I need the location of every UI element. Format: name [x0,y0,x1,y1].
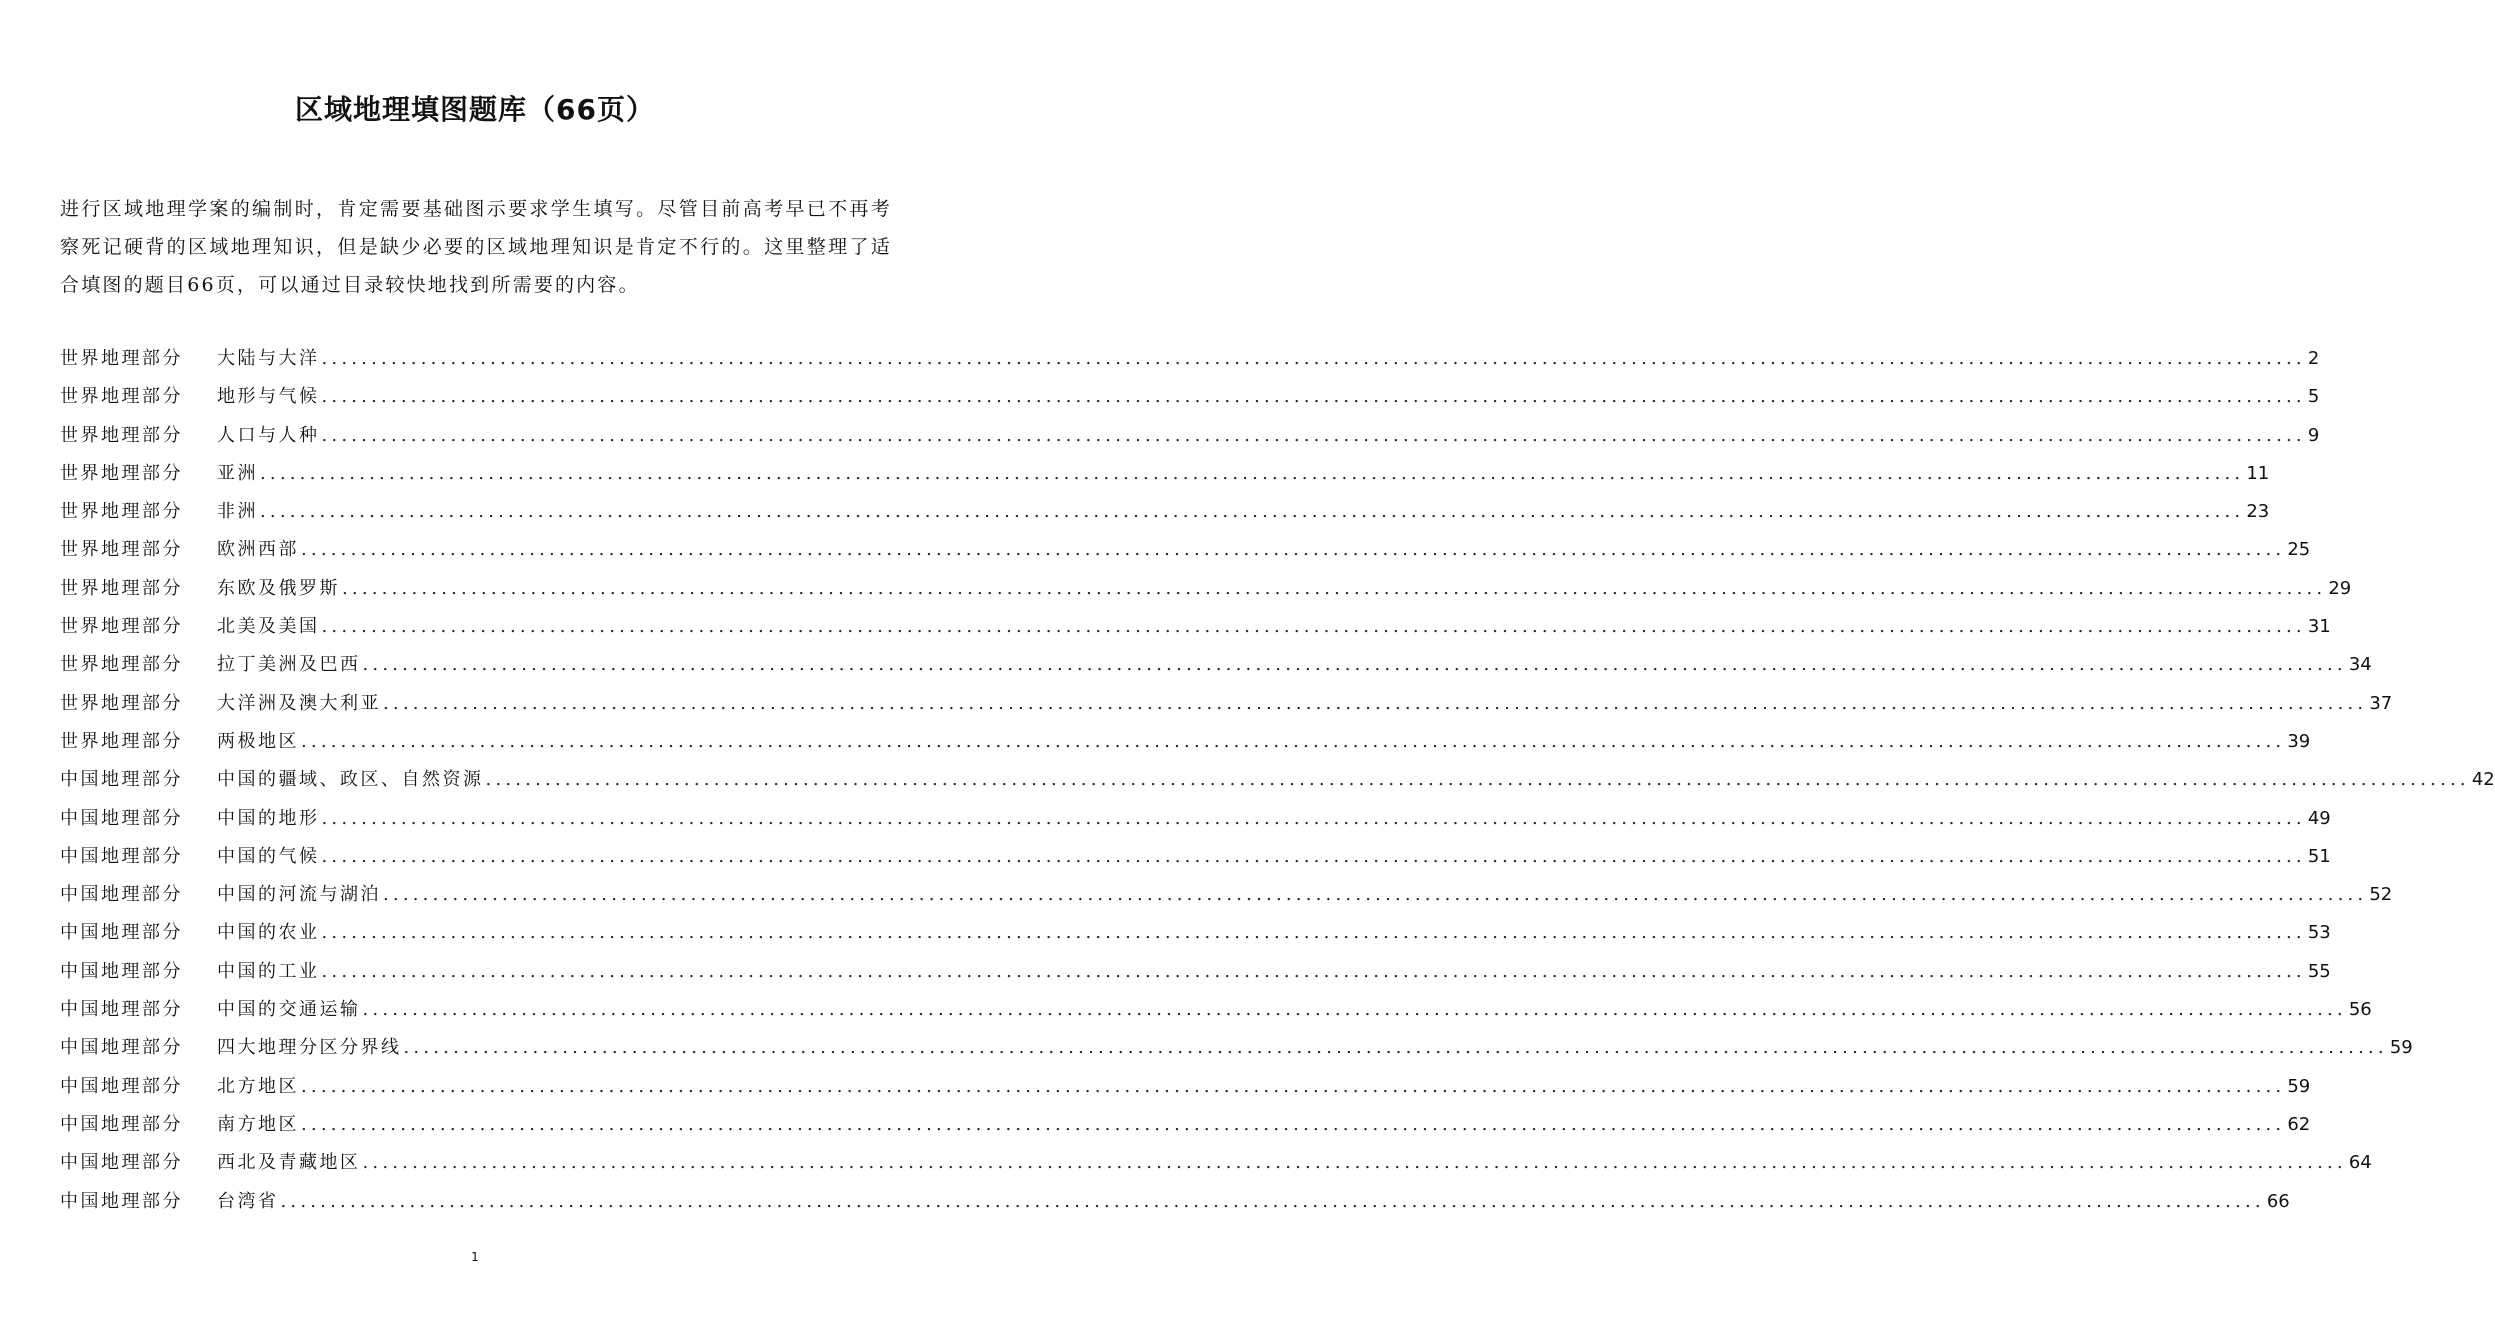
toc-page-number: 37 [2369,692,2393,714]
toc-section-label: 中国地理部分 [60,807,183,829]
toc-dot-leader: ........................................................................................................................................................................................................ [485,769,2470,791]
toc-section-label: 世界地理部分 [60,692,183,714]
toc-topic-label: 亚洲 [217,462,258,484]
toc-page-number: 55 [2307,960,2331,982]
toc-topic-label: 北美及美国 [217,616,320,638]
toc-dot-leader: ........................................................................................................................................................................................................ [321,922,2306,944]
toc-dot-leader: ........................................................................................................................................................................................................ [260,501,2245,523]
toc-page-number: 5 [2307,386,2320,408]
toc-section-label: 世界地理部分 [60,539,183,561]
toc-topic-label: 四大地理分区分界线 [217,1037,402,1059]
toc-topic-label: 大陆与大洋 [217,348,320,369]
toc-topic-label: 中国的交通运输 [217,999,361,1021]
toc-topic-label: 非洲 [217,501,258,523]
intro-line: 整理了适合填图的题目66页，可以通过目录较快地找到所需要的内容。 [60,236,892,296]
table-of-contents [60,340,2495,1221]
toc-section-label: 世界地理部分 [60,501,183,523]
intro-line: 再考察死记硬背的区域地理知识，但是缺少必要的区域地理知识是肯定不行的。这里 [60,198,892,258]
page-number: 1 [471,1250,479,1264]
toc-page-number: 59 [2389,1037,2413,1059]
toc-dot-leader: ........................................................................................................................................................................................................ [321,845,2306,867]
toc-section-label: 世界地理部分 [60,654,183,676]
toc-page-number: 9 [2307,424,2320,446]
toc-topic-label: 中国的河流与湖泊 [217,884,381,906]
toc-page-number: 25 [2287,539,2311,561]
toc-dot-leader: ........................................................................................................................................................................................................ [301,730,2286,752]
toc-topic-label: 东欧及俄罗斯 [217,577,340,599]
toc-entry[interactable] [60,838,2331,876]
toc-dot-leader: ........................................................................................................................................................................................................ [383,884,2368,906]
toc-topic-label: 北方地区 [217,1075,299,1097]
page-title: 区域地理填图题库（66页） [295,93,655,126]
toc-entry[interactable] [60,455,2270,493]
toc-page-number: 39 [2287,730,2311,752]
toc-section-label: 世界地理部分 [60,424,183,446]
toc-entry[interactable] [60,1106,2311,1144]
toc-dot-leader: ........................................................................................................................................................................................................ [342,577,2327,599]
toc-dot-leader: ........................................................................................................................................................................................................ [321,348,2306,369]
toc-topic-label: 大洋洲及澳大利亚 [217,692,381,714]
toc-page-number: 56 [2348,999,2372,1021]
toc-section-label: 世界地理部分 [60,616,183,638]
toc-topic-label: 西北及青藏地区 [217,1152,361,1174]
toc-entry[interactable] [60,685,2393,723]
toc-entry[interactable] [60,953,2331,991]
toc-entry[interactable] [60,608,2331,646]
toc-section-label: 中国地理部分 [60,845,183,867]
toc-dot-leader: ........................................................................................................................................................................................................ [362,654,2347,676]
toc-dot-leader: ........................................................................................................................................................................................................ [321,424,2306,446]
toc-dot-leader: ........................................................................................................................................................................................................ [362,999,2347,1021]
toc-page-number: 64 [2348,1152,2372,1174]
toc-entry[interactable] [60,1068,2311,1106]
toc-section-label: 世界地理部分 [60,386,183,408]
toc-section-label: 世界地理部分 [60,348,183,369]
toc-page-number: 59 [2287,1075,2311,1097]
toc-dot-leader: ........................................................................................................................................................................................................ [280,1190,2265,1212]
toc-page-number: 51 [2307,845,2331,867]
toc-dot-leader: ........................................................................................................................................................................................................ [362,1152,2347,1174]
intro-paragraph [60,190,892,304]
toc-topic-label: 地形与气候 [217,386,320,408]
toc-dot-leader: ........................................................................................................................................................................................................ [301,1113,2286,1135]
toc-section-label: 中国地理部分 [60,960,183,982]
toc-dot-leader: ........................................................................................................................................................................................................ [321,386,2306,408]
toc-entry[interactable] [60,991,2372,1029]
toc-section-label: 中国地理部分 [60,922,183,944]
toc-page-number: 2 [2307,348,2320,369]
toc-topic-label: 中国的气候 [217,845,320,867]
toc-page-number: 49 [2307,807,2331,829]
toc-page-number: 31 [2307,616,2331,638]
toc-dot-leader: ........................................................................................................................................................................................................ [383,692,2368,714]
toc-entry[interactable] [60,876,2393,914]
toc-topic-label: 两极地区 [217,730,299,752]
toc-entry[interactable] [60,1029,2413,1067]
toc-dot-leader: ........................................................................................................................................................................................................ [260,462,2245,484]
toc-entry[interactable] [60,493,2270,531]
toc-page-number: 23 [2246,501,2270,523]
toc-topic-label: 台湾省 [217,1190,279,1212]
toc-topic-label: 中国的疆域、政区、自然资源 [217,769,484,791]
toc-section-label: 中国地理部分 [60,769,183,791]
toc-entry[interactable] [60,1144,2372,1182]
toc-page-number: 52 [2369,884,2393,906]
toc-entry[interactable] [60,761,2495,799]
toc-entry[interactable] [60,723,2311,761]
toc-section-label: 世界地理部分 [60,577,183,599]
toc-dot-leader: ........................................................................................................................................................................................................ [403,1037,2388,1059]
toc-section-label: 中国地理部分 [60,999,183,1021]
toc-page-number: 53 [2307,922,2331,944]
toc-section-label: 中国地理部分 [60,1075,183,1097]
toc-page-number: 34 [2348,654,2372,676]
toc-dot-leader: ........................................................................................................................................................................................................ [321,616,2306,638]
toc-entry[interactable] [60,417,2320,455]
toc-page-number: 66 [2266,1190,2290,1212]
toc-dot-leader: ........................................................................................................................................................................................................ [301,539,2286,561]
toc-page-number: 29 [2328,577,2352,599]
toc-topic-label: 拉丁美洲及巴西 [217,654,361,676]
intro-line: 进行区域地理学案的编制时，肯定需要基础图示要求学生填写。尽管目前高考早已不 [60,198,850,220]
toc-entry[interactable] [60,914,2331,952]
toc-page-number: 11 [2246,462,2270,484]
toc-entry[interactable] [60,800,2331,838]
toc-section-label: 中国地理部分 [60,1190,183,1212]
toc-topic-label: 中国的地形 [217,807,320,829]
toc-entry[interactable] [60,340,2320,378]
toc-topic-label: 中国的农业 [217,922,320,944]
toc-topic-label: 人口与人种 [217,424,320,446]
toc-dot-leader: ........................................................................................................................................................................................................ [321,960,2306,982]
toc-dot-leader: ........................................................................................................................................................................................................ [321,807,2306,829]
toc-section-label: 世界地理部分 [60,462,183,484]
toc-topic-label: 欧洲西部 [217,539,299,561]
toc-entry[interactable] [60,646,2372,684]
toc-dot-leader: ........................................................................................................................................................................................................ [301,1075,2286,1097]
toc-entry[interactable] [60,570,2352,608]
toc-section-label: 中国地理部分 [60,1113,183,1135]
toc-section-label: 中国地理部分 [60,1037,183,1059]
toc-page-number: 62 [2287,1113,2311,1135]
toc-topic-label: 南方地区 [217,1113,299,1135]
toc-entry[interactable] [60,378,2320,416]
toc-section-label: 世界地理部分 [60,730,183,752]
toc-topic-label: 中国的工业 [217,960,320,982]
toc-section-label: 中国地理部分 [60,1152,183,1174]
toc-entry[interactable] [60,1183,2290,1221]
toc-page-number: 42 [2471,769,2495,791]
toc-section-label: 中国地理部分 [60,884,183,906]
toc-entry[interactable] [60,531,2311,569]
